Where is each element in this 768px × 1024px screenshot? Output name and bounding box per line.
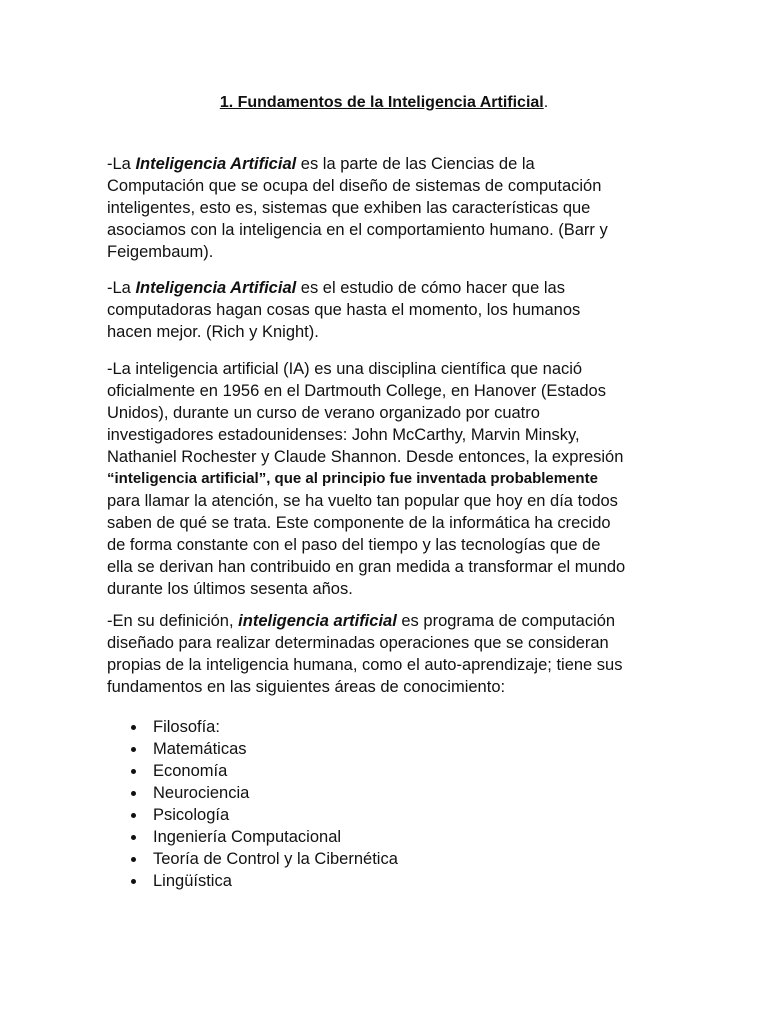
- paragraph-lead: -La: [107, 155, 136, 173]
- list-item-label: Neurociencia: [153, 784, 250, 802]
- bullet-icon: [131, 791, 136, 796]
- paragraph-line: investigadores estadounidenses: John McCarthy, Marvin Minsky,: [107, 426, 580, 444]
- paragraph-line: Feigembaum).: [107, 243, 214, 261]
- section-title-text: 1. Fundamentos de la Inteligencia Artificial: [219, 94, 544, 111]
- paragraph-text: es la parte de las Ciencias de la: [296, 155, 535, 173]
- paragraph-lead: -En su definición,: [107, 612, 239, 630]
- list-item: [127, 826, 398, 848]
- paragraph-definition-barr: [107, 153, 687, 263]
- bullet-icon: [131, 769, 136, 774]
- paragraph-line: saben de qué se trata. Este componente de la informática ha crecido: [107, 514, 611, 532]
- paragraph-lead: -La: [107, 279, 136, 297]
- paragraph-history: [107, 358, 687, 600]
- list-item: [127, 804, 398, 826]
- list-item: [127, 716, 398, 738]
- list-item-label: Lingüística: [153, 872, 232, 890]
- section-title: [0, 92, 768, 114]
- paragraph-text: es programa de computación: [396, 612, 616, 630]
- paragraph-line: inteligentes, esto es, sistemas que exhiben las características que: [107, 199, 591, 217]
- bullet-icon: [131, 747, 136, 752]
- list-item: [127, 848, 398, 870]
- list-item: [127, 760, 398, 782]
- paragraph-text: es el estudio de cómo hacer que las: [296, 279, 565, 297]
- term-highlight: Inteligencia Artificial: [135, 155, 297, 173]
- paragraph-line: -La inteligencia artificial (IA) es una disciplina científica que nació: [107, 360, 583, 378]
- paragraph-line: [107, 153, 687, 175]
- section-title-suffix: .: [543, 94, 549, 111]
- bullet-icon: [131, 857, 136, 862]
- term-highlight: Inteligencia Artificial: [135, 279, 297, 297]
- paragraph-line: diseñado para realizar determinadas operaciones que se consideran: [107, 634, 609, 652]
- list-item: [127, 870, 398, 892]
- paragraph-line: asociamos con la inteligencia en el comportamiento humano. (Barr y: [107, 221, 608, 239]
- paragraph-definition-rich: [107, 277, 687, 343]
- bullet-icon: [131, 835, 136, 840]
- paragraph-line: Unidos), durante un curso de verano organizado por cuatro: [107, 404, 540, 422]
- paragraph-line: [107, 277, 687, 299]
- list-item-label: Matemáticas: [153, 740, 247, 758]
- paragraph-line: [107, 610, 687, 632]
- paragraph-line-bold: “inteligencia artificial”, que al principio fue inventada probablemente: [107, 470, 598, 487]
- paragraph-line: ella se derivan han contribuido en gran medida a transformar el mundo: [107, 558, 626, 576]
- paragraph-line: Computación que se ocupa del diseño de sistemas de computación: [107, 177, 602, 195]
- list-item-label: Psicología: [153, 806, 230, 824]
- paragraph-line: propias de la inteligencia humana, como el auto-aprendizaje; tiene sus: [107, 656, 623, 674]
- term-highlight: inteligencia artificial: [238, 612, 397, 630]
- paragraph-line: para llamar la atención, se ha vuelto tan popular que hoy en día todos: [107, 492, 618, 510]
- list-item-label: Teoría de Control y la Cibernética: [153, 850, 398, 868]
- paragraph-definition-areas: [107, 610, 687, 698]
- list-item: [127, 782, 398, 804]
- bullet-icon: [131, 879, 136, 884]
- paragraph-line: computadoras hagan cosas que hasta el momento, los humanos: [107, 301, 581, 319]
- list-item: [127, 738, 398, 760]
- paragraph-line: Nathaniel Rochester y Claude Shannon. Desde entonces, la expresión: [107, 448, 624, 466]
- paragraph-line: de forma constante con el paso del tiempo y las tecnologías que de: [107, 536, 601, 554]
- paragraph-line: hacen mejor. (Rich y Knight).: [107, 323, 319, 341]
- paragraph-line: fundamentos en las siguientes áreas de conocimiento:: [107, 678, 506, 696]
- bullet-icon: [131, 725, 136, 730]
- knowledge-areas-list: [127, 716, 398, 892]
- list-item-label: Economía: [153, 762, 228, 780]
- paragraph-line: oficialmente en 1956 en el Dartmouth College, en Hanover (Estados: [107, 382, 606, 400]
- paragraph-line: durante los últimos sesenta años.: [107, 580, 353, 598]
- list-item-label: Filosofía:: [153, 718, 220, 736]
- list-item-label: Ingeniería Computacional: [153, 828, 342, 846]
- bullet-icon: [131, 813, 136, 818]
